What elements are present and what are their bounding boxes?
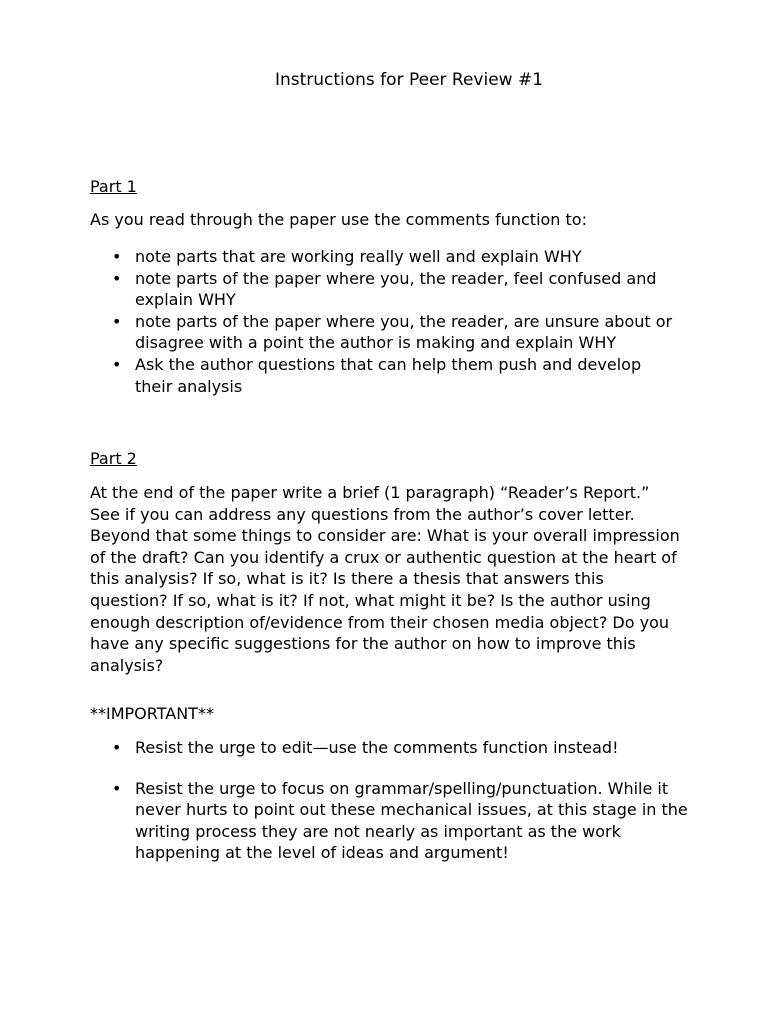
list-item: • Ask the author questions that can help them push and develop their analysis <box>112 354 642 396</box>
part2-heading-block <box>90 448 690 470</box>
list-item: • note parts that are working really well and explain WHY <box>112 247 582 266</box>
part1-intro: As you read through the paper use the comments function to: <box>90 210 587 229</box>
bullet-icon: • <box>112 354 122 374</box>
list-item: • Resist the urge to focus on grammar/spelling/punctuation. While it never hurts to point out these mechanical issues, at this stage in the writing process they are not nearly as important as the work happening at the level of ideas and argument! <box>112 778 688 863</box>
important-bullet-block <box>90 737 690 864</box>
part2-paragraph-block <box>90 482 682 676</box>
bullet-icon: • <box>112 311 122 331</box>
important-bullet-list <box>90 737 690 864</box>
bullet-icon: • <box>112 247 122 266</box>
list-item: • note parts of the paper where you, the reader, feel confused and explain WHY <box>112 268 657 310</box>
part1-heading-block <box>90 176 690 198</box>
list-item: • Resist the urge to edit—use the comments function instead! <box>112 738 619 757</box>
part2-paragraph: At the end of the paper write a brief (1 paragraph) “Reader’s Report.” See if you can address any questions from the author’s cover letter. Beyond that some things to consider are: What is your overall impression of the draft? Can you identify a crux or authentic question at the heart of this analysis? If so, what is it? Is there a thesis that answers this question? If so, what is it? If not, what might it be? Is the author using enough description of/evidence from their chosen media object? Do you have any specific suggestions for the author on how to improve this analysis? <box>90 483 680 675</box>
bullet-icon: • <box>112 738 122 757</box>
document-title: Instructions for Peer Review #1 <box>274 70 544 90</box>
bullet-icon: • <box>112 268 122 288</box>
part1-bullet-block <box>90 246 680 397</box>
part1-heading: Part 1 <box>90 177 137 196</box>
bullet-icon: • <box>112 778 122 798</box>
important-heading-block <box>90 703 690 725</box>
important-heading: **IMPORTANT** <box>90 704 214 723</box>
part1-intro-block <box>90 209 690 231</box>
list-item: • note parts of the paper where you, the reader, are unsure about or disagree with a point the author is making and explain WHY <box>112 311 673 353</box>
part1-bullet-list <box>90 246 680 397</box>
part2-heading: Part 2 <box>90 449 137 468</box>
